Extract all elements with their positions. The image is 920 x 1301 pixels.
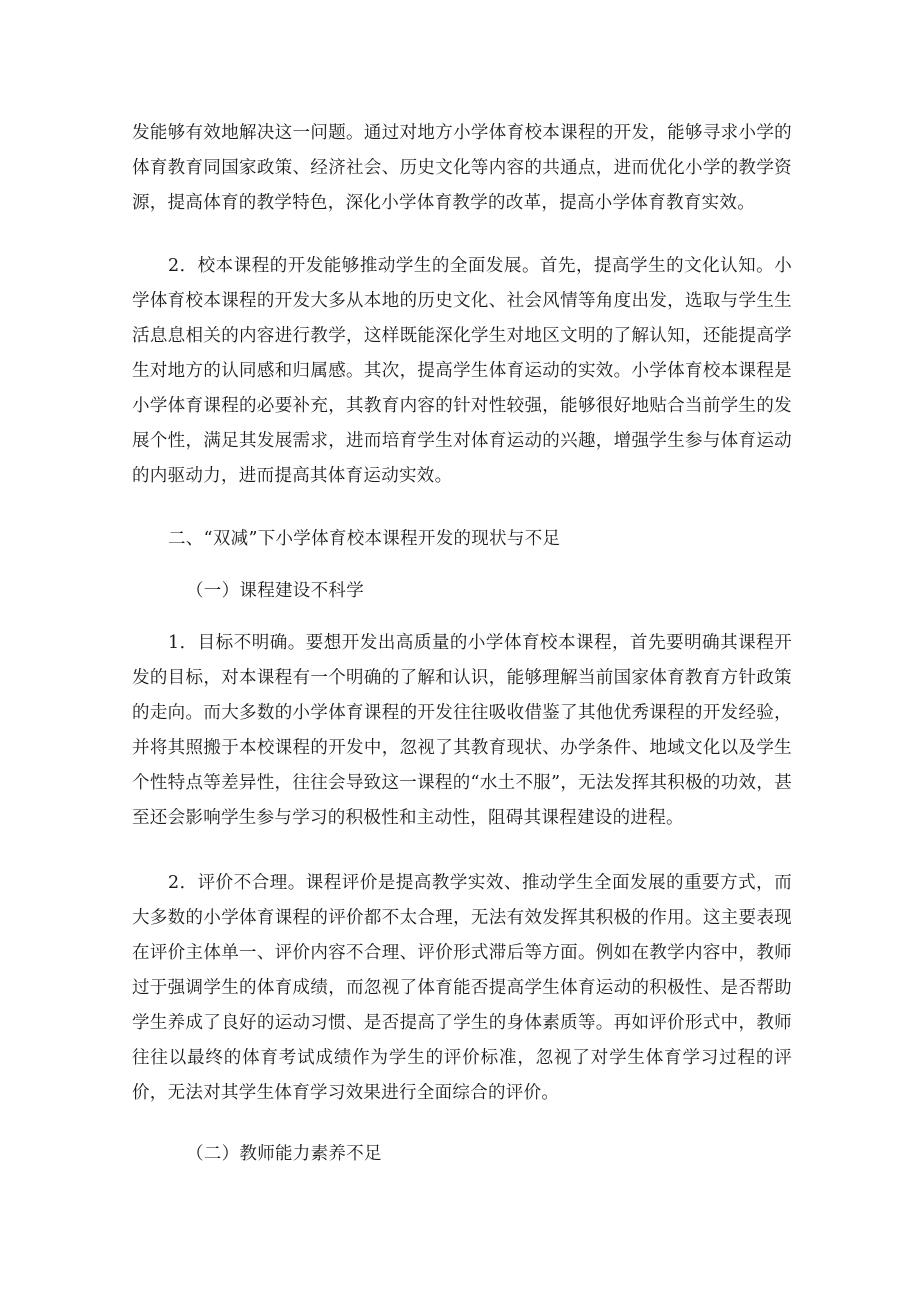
evaluation-paragraph: 2．评价不合理。课程评价是提高教学实效、推动学生全面发展的重要方式，而大多数的小学体育课程的评价都不太合理，无法有效发挥其积极的作用。这主要表现在评价主体单一、评价内容不合理、评价形式滞后等方面。例如在教学内容中，教师过于强调学生的体育成绩，而忽视了体育能否提高学生体育运动的积极性、是否帮助学生养成了良好的运动习惯、是否提高了学生的身体素质等。再如评价形式中，教师往往以最终的体育考试成绩作为学生的评价标准，忽视了对学生体育学习过程的评价，无法对其学生体育学习效果进行全面综合的评价。 [132, 873, 792, 1103]
sub-heading-1: （一）课程建设不科学 [186, 581, 364, 601]
point-2-paragraph: 2．校本课程的开发能够推动学生的全面发展。首先，提高学生的文化认知。小学体育校本课程的开发大多从本地的历史文化、社会风情等角度出发，选取与学生生活息息相关的内容进行教学，这样既能深化学生对地区文明的了解认知，还能提高学生对地方的认同感和归属感。其次，提高学生体育运动的实效。小学体育校本课程是小学体育课程的必要补充，其教育内容的针对性较强，能够很好地贴合当前学生的发展个性，满足其发展需求，进而培育学生对体育运动的兴趣，增强学生参与体育运动的内驱动力，进而提高其体育运动实效。 [132, 256, 792, 486]
sub-heading-2: （二）教师能力素养不足 [186, 1144, 382, 1164]
goal-paragraph: 1．目标不明确。要想开发出高质量的小学体育校本课程，首先要明确其课程开发的目标，对本课程有一个明确的了解和认识，能够理解当前国家体育教育方针政策的走向。而大多数的小学体育课程的开发往往吸收借鉴了其他优秀课程的开发经验，并将其照搬于本校课程的开发中，忽视了其教育现状、办学条件、地域文化以及学生个性特点等差异性，往往会导致这一课程的“水土不服”，无法发挥其积极的功效，甚至还会影响学生参与学习的积极性和主动性，阻碍其课程建设的进程。 [132, 633, 792, 828]
continuation-paragraph: 发能够有效地解决这一问题。通过对地方小学体育校本课程的开发，能够寻求小学的体育教育同国家政策、经济社会、历史文化等内容的共通点，进而优化小学的教学资源，提高体育的教学特色，深化小学体育教学的改革，提高小学体育教育实效。 [132, 123, 792, 213]
section-heading-2: 二、“双减”下小学体育校本课程开发的现状与不足 [168, 529, 561, 549]
